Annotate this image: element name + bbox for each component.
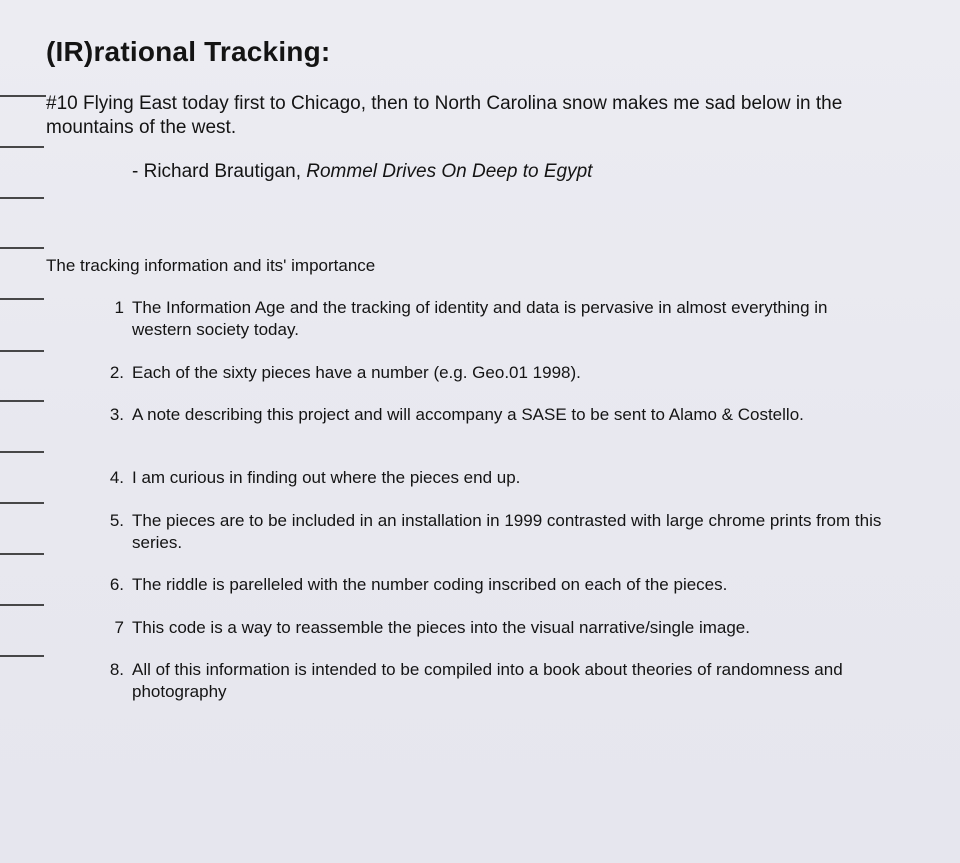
- list-item: [98, 659, 888, 703]
- list-item: [98, 362, 888, 384]
- margin-tick: [0, 451, 44, 453]
- section-heading: The tracking information and its' importance: [46, 256, 376, 275]
- list-item: [98, 404, 888, 426]
- margin-tick: [0, 146, 44, 148]
- list-item-number: 8.: [109, 660, 124, 679]
- epigraph-attribution: [132, 161, 592, 183]
- list-item-number: 1: [114, 298, 124, 317]
- list-item: [98, 617, 888, 639]
- list-item-number: 5.: [109, 511, 124, 530]
- attribution-author: - Richard Brautigan,: [132, 161, 307, 182]
- list-item-text: A note describing this project and will accompany a SASE to be sent to Alamo & Costello.: [132, 405, 804, 424]
- margin-tick: [0, 350, 44, 352]
- list-item-number: 2.: [109, 363, 124, 382]
- list-item-number: 3.: [109, 405, 124, 424]
- list-item-text: The pieces are to be included in an installation in 1999 contrasted with large chrome prints from this series.: [132, 511, 882, 552]
- margin-tick: [0, 247, 44, 249]
- attribution-work-title: Rommel Drives On Deep to Egypt: [306, 161, 593, 182]
- list-item: [98, 574, 888, 596]
- margin-tick: [0, 400, 44, 402]
- list-item-number: 6.: [109, 575, 124, 594]
- margin-tick-marks: [0, 0, 50, 863]
- margin-tick: [0, 553, 44, 555]
- list-item: [98, 510, 888, 554]
- list-item-text: All of this information is intended to be compiled into a book about theories of randomness and photography: [132, 660, 843, 701]
- margin-tick: [0, 298, 44, 300]
- list-item-text: The Information Age and the tracking of identity and data is pervasive in almost everything in western society today.: [132, 298, 828, 339]
- list-item: [98, 467, 888, 489]
- margin-tick: [0, 604, 44, 606]
- list-item-text: I am curious in finding out where the pieces end up.: [132, 468, 521, 487]
- margin-tick: [0, 95, 46, 97]
- document-title: (IR)rational Tracking:: [46, 36, 331, 67]
- list-item-text: This code is a way to reassemble the pieces into the visual narrative/single image.: [132, 618, 750, 637]
- margin-tick: [0, 655, 44, 657]
- margin-tick: [0, 502, 44, 504]
- list-item: [98, 297, 888, 341]
- margin-tick: [0, 197, 44, 199]
- list-item-text: The riddle is parelleled with the number coding inscribed on each of the pieces.: [132, 575, 728, 594]
- list-item-number: 4.: [109, 468, 124, 487]
- list-item-number: 7: [114, 618, 124, 637]
- epigraph-quote: #10 Flying East today first to Chicago, then to North Carolina snow makes me sad below in the mountains of the west.: [46, 93, 843, 138]
- list-item-text: Each of the sixty pieces have a number (e.g. Geo.01 1998).: [132, 363, 581, 382]
